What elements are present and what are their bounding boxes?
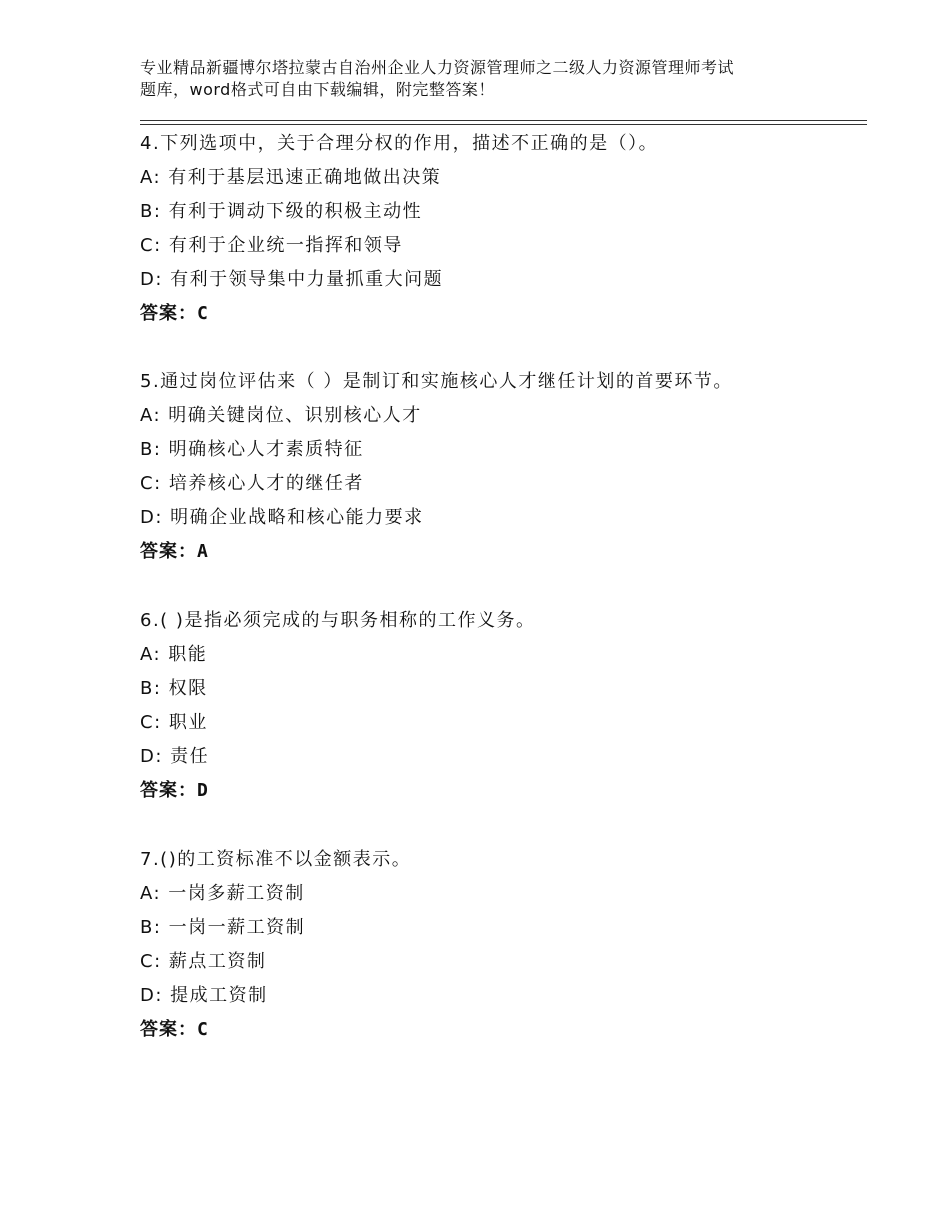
answer-value: D bbox=[197, 780, 209, 801]
answer-line bbox=[140, 1013, 860, 1047]
answer-label: 答案： bbox=[140, 303, 197, 324]
answer-value: C bbox=[197, 1019, 209, 1040]
option-c: C: 有利于企业统一指挥和领导 bbox=[140, 235, 403, 256]
question-stem: 6.( )是指必须完成的与职务相称的工作义务。 bbox=[140, 610, 536, 631]
document-header bbox=[140, 57, 840, 101]
question-stem: 5.通过岗位评估来（ ）是制订和实施核心人才继任计划的首要环节。 bbox=[140, 371, 733, 392]
option-d: D: 明确企业战略和核心能力要求 bbox=[140, 507, 424, 528]
option-a: A: 有利于基层迅速正确地做出决策 bbox=[140, 167, 442, 188]
answer-line bbox=[140, 774, 860, 808]
option-d: D: 有利于领导集中力量抓重大问题 bbox=[140, 269, 444, 290]
question-7 bbox=[140, 843, 860, 1047]
option-c: C: 薪点工资制 bbox=[140, 951, 267, 972]
option-a: A: 职能 bbox=[140, 644, 208, 665]
option-d: D: 责任 bbox=[140, 746, 210, 767]
option-b: B: 权限 bbox=[140, 678, 208, 699]
question-4 bbox=[140, 127, 860, 331]
option-b: B: 有利于调动下级的积极主动性 bbox=[140, 201, 423, 222]
question-stem: 7.()的工资标准不以金额表示。 bbox=[140, 849, 412, 870]
answer-value: C bbox=[197, 303, 209, 324]
header-line-2: 题库，word格式可自由下载编辑，附完整答案！ bbox=[140, 80, 495, 99]
answer-line bbox=[140, 297, 860, 331]
option-c: C: 职业 bbox=[140, 712, 208, 733]
question-stem: 4.下列选项中，关于合理分权的作用，描述不正确的是（）。 bbox=[140, 133, 659, 154]
option-d: D: 提成工资制 bbox=[140, 985, 268, 1006]
header-divider-bottom bbox=[140, 124, 867, 125]
question-6 bbox=[140, 604, 860, 808]
answer-line bbox=[140, 535, 860, 569]
header-divider-top bbox=[140, 120, 867, 121]
option-a: A: 明确关键岗位、识别核心人才 bbox=[140, 405, 422, 426]
option-c: C: 培养核心人才的继任者 bbox=[140, 473, 364, 494]
option-a: A: 一岗多薪工资制 bbox=[140, 883, 305, 904]
answer-label: 答案： bbox=[140, 1019, 197, 1040]
option-b: B: 一岗一薪工资制 bbox=[140, 917, 306, 938]
option-b: B: 明确核心人才素质特征 bbox=[140, 439, 364, 460]
header-line-1: 专业精品新疆博尔塔拉蒙古自治州企业人力资源管理师之二级人力资源管理师考试 bbox=[140, 58, 735, 77]
answer-label: 答案： bbox=[140, 541, 197, 562]
answer-value: A bbox=[197, 541, 209, 562]
question-5 bbox=[140, 365, 860, 569]
answer-label: 答案： bbox=[140, 780, 197, 801]
